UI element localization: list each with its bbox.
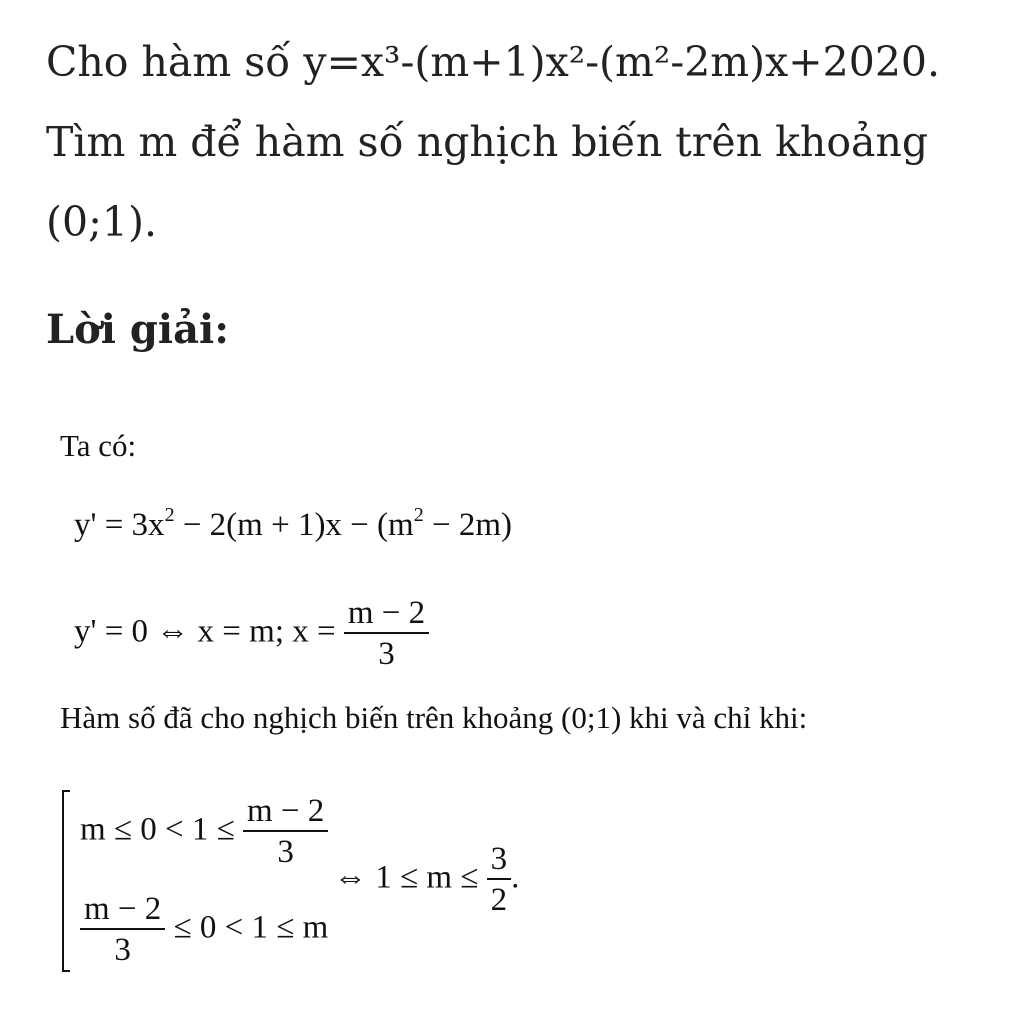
- system-row-1-fraction: [243, 792, 328, 872]
- roots-fraction: [344, 594, 429, 674]
- derivative-equation: [74, 504, 512, 544]
- system-row-1-numerator: m − 2: [243, 792, 328, 832]
- system-row-2-denominator: 3: [114, 932, 131, 968]
- problem-statement: [46, 22, 1006, 262]
- derivative-exponent-2: 2: [413, 504, 424, 526]
- system-row-2-numerator: m − 2: [80, 890, 165, 930]
- derivative-rhs: − 2m): [423, 507, 512, 543]
- condition-text: Hàm số đã cho nghịch biến trên khoảng (0;1) khi và chỉ khi:: [60, 700, 808, 735]
- system-result-suffix: .: [511, 859, 520, 896]
- problem-line-1: Cho hàm số y=x³-(m+1)x²-(m²-2m)x+2020.: [46, 38, 941, 86]
- system-row-2: [80, 890, 328, 970]
- roots-fraction-denominator: 3: [378, 636, 395, 672]
- roots-equation: [74, 594, 429, 674]
- system-result-fraction: [487, 840, 512, 920]
- system-row-2-suffix: ≤ 0 < 1 ≤ m: [165, 909, 329, 946]
- problem-line-3: (0;1).: [46, 198, 158, 246]
- roots-fraction-numerator: m − 2: [344, 594, 429, 634]
- solution-heading: Lời giải:: [46, 306, 229, 353]
- ta-co-label: Ta có:: [60, 428, 137, 463]
- system-result-numerator: 3: [487, 840, 512, 880]
- problem-line-2: Tìm m để hàm số nghịch biến trên khoảng: [46, 118, 929, 166]
- derivative-exponent: 2: [164, 504, 175, 526]
- system-row-1: [80, 792, 328, 872]
- derivative-mid: − 2(m + 1)x − (m: [174, 507, 414, 543]
- system-bracket: [62, 790, 70, 972]
- system-result: [334, 840, 519, 920]
- condition-system: [62, 790, 542, 970]
- derivative-lhs: y' = 3x: [74, 507, 165, 543]
- system-row-1-prefix: m ≤ 0 < 1 ≤: [80, 811, 244, 848]
- system-result-prefix: ⇔ 1 ≤ m ≤: [334, 859, 487, 896]
- system-result-denominator: 2: [490, 882, 508, 918]
- system-row-2-fraction: [80, 890, 165, 970]
- system-row-1-denominator: 3: [277, 834, 294, 870]
- roots-lhs: y' = 0 ⇔ x = m; x =: [74, 613, 344, 650]
